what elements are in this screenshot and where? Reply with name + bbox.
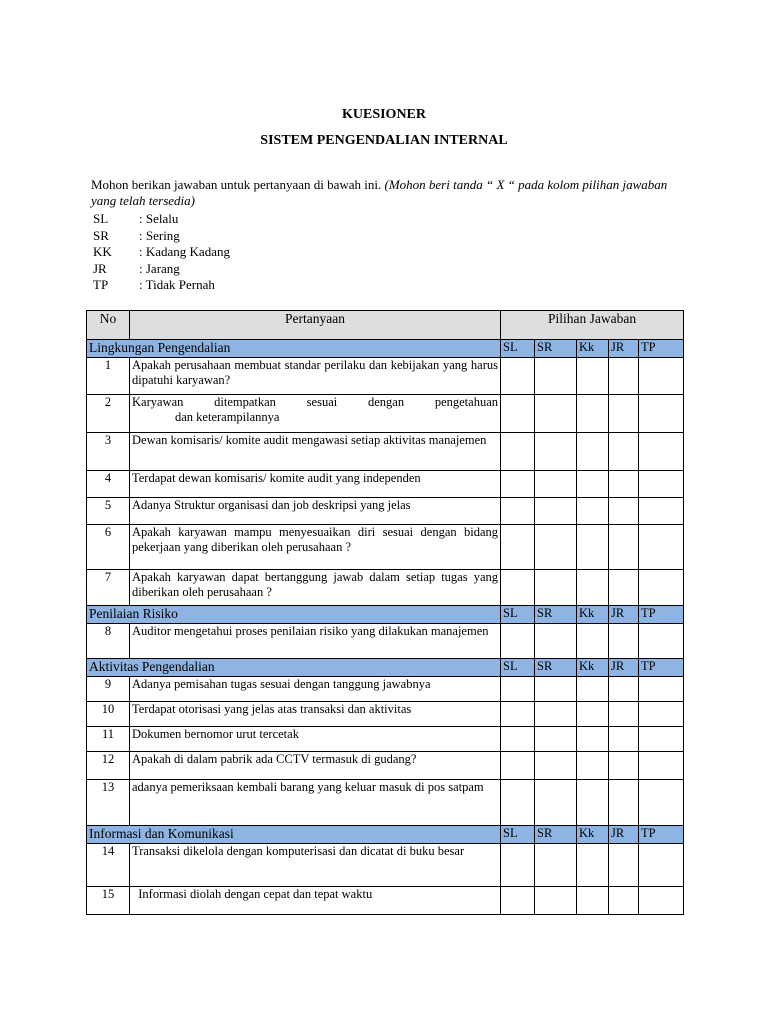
answer-cell-tp[interactable] <box>639 887 684 915</box>
answer-cell-kk[interactable] <box>577 727 609 752</box>
table-header-row <box>87 311 684 340</box>
question-text: Informasi diolah dengan cepat dan tepat waktu <box>130 887 501 915</box>
question-text: Apakah karyawan mampu menyesuaikan diri sesuai dengan bidang pekerjaan yang diberikan oleh perusahaan ? <box>130 525 501 570</box>
answer-cell-jr[interactable] <box>609 395 639 433</box>
option-header-jr: JR <box>609 606 639 624</box>
answer-cell-sl[interactable] <box>501 525 535 570</box>
answer-cell-kk[interactable] <box>577 433 609 471</box>
answer-cell-sr[interactable] <box>535 727 577 752</box>
answer-cell-sr[interactable] <box>535 498 577 525</box>
question-row <box>87 624 684 659</box>
answer-cell-jr[interactable] <box>609 570 639 606</box>
question-row <box>87 358 684 395</box>
question-row <box>87 887 684 915</box>
answer-cell-tp[interactable] <box>639 570 684 606</box>
legend-code: SR <box>93 227 109 243</box>
answer-cell-jr[interactable] <box>609 752 639 780</box>
option-header-sl: SL <box>501 606 535 624</box>
questionnaire-table <box>86 310 684 915</box>
question-number: 4 <box>87 471 130 498</box>
option-header-sr: SR <box>535 659 577 677</box>
intro-paragraph <box>91 177 681 209</box>
answer-cell-kk[interactable] <box>577 752 609 780</box>
answer-cell-jr[interactable] <box>609 498 639 525</box>
answer-cell-sl[interactable] <box>501 395 535 433</box>
question-row <box>87 844 684 887</box>
legend-meaning: : Selalu <box>139 211 179 226</box>
legend-row <box>93 211 230 228</box>
question-row <box>87 780 684 826</box>
question-row <box>87 525 684 570</box>
question-row <box>87 395 684 433</box>
answer-cell-kk[interactable] <box>577 395 609 433</box>
answer-cell-sr[interactable] <box>535 570 577 606</box>
option-header-kk: Kk <box>577 826 609 844</box>
section-header-row <box>87 659 684 677</box>
answer-cell-sl[interactable] <box>501 433 535 471</box>
option-header-sr: SR <box>535 340 577 358</box>
question-row <box>87 677 684 702</box>
answer-cell-kk[interactable] <box>577 498 609 525</box>
question-number: 11 <box>87 727 130 752</box>
option-header-tp: TP <box>639 340 684 358</box>
answer-cell-sl[interactable] <box>501 358 535 395</box>
answer-cell-tp[interactable] <box>639 780 684 826</box>
answer-cell-jr[interactable] <box>609 677 639 702</box>
answer-cell-sr[interactable] <box>535 702 577 727</box>
option-header-kk: Kk <box>577 340 609 358</box>
question-number: 10 <box>87 702 130 727</box>
answer-cell-sr[interactable] <box>535 525 577 570</box>
option-header-kk: Kk <box>577 606 609 624</box>
question-number: 1 <box>87 358 130 395</box>
question-number: 2 <box>87 395 130 433</box>
answer-cell-sl[interactable] <box>501 471 535 498</box>
question-number: 13 <box>87 780 130 826</box>
question-row <box>87 471 684 498</box>
answer-cell-tp[interactable] <box>639 471 684 498</box>
answer-cell-jr[interactable] <box>609 525 639 570</box>
answer-cell-kk[interactable] <box>577 525 609 570</box>
legend-code: TP <box>93 277 109 292</box>
answer-cell-jr[interactable] <box>609 358 639 395</box>
answer-cell-sl[interactable] <box>501 844 535 887</box>
answer-cell-tp[interactable] <box>639 525 684 570</box>
question-number: 6 <box>87 525 130 570</box>
column-header-no: No <box>87 311 130 340</box>
question-text <box>130 395 501 433</box>
answer-cell-kk[interactable] <box>577 702 609 727</box>
question-number: 3 <box>87 433 130 471</box>
option-header-jr: JR <box>609 826 639 844</box>
answer-cell-sr[interactable] <box>535 844 577 887</box>
question-text: Dokumen bernomor urut tercetak <box>130 727 501 752</box>
question-text: Terdapat otorisasi yang jelas atas transaksi dan aktivitas <box>130 702 501 727</box>
intro-instruction: (Mohon beri tanda “ X “ pada kolom pilihan jawaban yang telah tersedia) <box>91 177 668 208</box>
answer-cell-sl[interactable] <box>501 498 535 525</box>
column-header-answer: Pilihan Jawaban <box>501 311 684 340</box>
legend-meaning: : Sering <box>139 227 180 243</box>
option-header-kk: Kk <box>577 659 609 677</box>
answer-cell-jr[interactable] <box>609 433 639 471</box>
question-text: Apakah perusahaan membuat standar perilaku dan kebijakan yang harus dipatuhi karyawan? <box>130 358 501 395</box>
section-title: Informasi dan Komunikasi <box>87 826 501 844</box>
answer-cell-sl[interactable] <box>501 570 535 606</box>
option-header-sl: SL <box>501 340 535 358</box>
answer-cell-jr[interactable] <box>609 702 639 727</box>
option-header-sr: SR <box>535 606 577 624</box>
answer-cell-sr[interactable] <box>535 752 577 780</box>
question-number: 12 <box>87 752 130 780</box>
answer-cell-kk[interactable] <box>577 677 609 702</box>
section-title: Penilaian Risiko <box>87 606 501 624</box>
section-header-row <box>87 826 684 844</box>
legend-row <box>93 244 230 261</box>
legend-code: JR <box>93 260 107 276</box>
legend-meaning: : Jarang <box>139 260 180 276</box>
legend-code: KK <box>93 244 112 259</box>
answer-cell-jr[interactable] <box>609 844 639 887</box>
answer-cell-tp[interactable] <box>639 395 684 433</box>
legend-row <box>93 277 230 294</box>
question-row <box>87 498 684 525</box>
answer-cell-sl[interactable] <box>501 752 535 780</box>
answer-cell-jr[interactable] <box>609 624 639 659</box>
question-text: Auditor mengetahui proses penilaian risiko yang dilakukan manajemen <box>130 624 501 659</box>
question-number: 8 <box>87 624 130 659</box>
option-header-sl: SL <box>501 659 535 677</box>
answer-cell-jr[interactable] <box>609 727 639 752</box>
answer-cell-sl[interactable] <box>501 702 535 727</box>
question-text: Adanya pemisahan tugas sesuai dengan tanggung jawabnya <box>130 677 501 702</box>
answer-cell-tp[interactable] <box>639 752 684 780</box>
page-title: KUESIONER <box>341 107 427 122</box>
question-number: 14 <box>87 844 130 887</box>
section-title: Lingkungan Pengendalian <box>87 340 501 358</box>
answer-cell-kk[interactable] <box>577 780 609 826</box>
answer-cell-tp[interactable] <box>639 433 684 471</box>
answer-cell-jr[interactable] <box>609 887 639 915</box>
legend-row <box>93 261 230 278</box>
question-number: 15 <box>87 887 130 915</box>
legend-meaning: : Tidak Pernah <box>139 277 215 292</box>
option-header-sr: SR <box>535 826 577 844</box>
answer-cell-sr[interactable] <box>535 887 577 915</box>
legend-code: SL <box>93 211 109 226</box>
answer-legend <box>93 211 230 294</box>
option-header-tp: TP <box>639 826 684 844</box>
answer-cell-kk[interactable] <box>577 844 609 887</box>
answer-cell-sr[interactable] <box>535 677 577 702</box>
question-text-line: dan keterampilannya <box>175 410 280 424</box>
answer-cell-sl[interactable] <box>501 780 535 826</box>
question-text: adanya pemeriksaan kembali barang yang keluar masuk di pos satpam <box>130 780 501 826</box>
column-header-question: Pertanyaan <box>130 311 501 340</box>
question-row <box>87 570 684 606</box>
option-header-tp: TP <box>639 606 684 624</box>
question-text: Dewan komisaris/ komite audit mengawasi setiap aktivitas manajemen <box>130 433 501 471</box>
option-header-tp: TP <box>639 659 684 677</box>
section-header-row <box>87 340 684 358</box>
answer-cell-kk[interactable] <box>577 570 609 606</box>
answer-cell-jr[interactable] <box>609 780 639 826</box>
answer-cell-sl[interactable] <box>501 677 535 702</box>
answer-cell-sr[interactable] <box>535 433 577 471</box>
answer-cell-tp[interactable] <box>639 702 684 727</box>
question-text: Apakah di dalam pabrik ada CCTV termasuk di gudang? <box>130 752 501 780</box>
question-number: 9 <box>87 677 130 702</box>
answer-cell-tp[interactable] <box>639 677 684 702</box>
question-text: Transaksi dikelola dengan komputerisasi dan dicatat di buku besar <box>130 844 501 887</box>
answer-cell-sr[interactable] <box>535 358 577 395</box>
option-header-sl: SL <box>501 826 535 844</box>
answer-cell-tp[interactable] <box>639 498 684 525</box>
section-header-row <box>87 606 684 624</box>
question-text: Terdapat dewan komisaris/ komite audit yang independen <box>130 471 501 498</box>
question-text: Adanya Struktur organisasi dan job deskripsi yang jelas <box>130 498 501 525</box>
answer-cell-tp[interactable] <box>639 727 684 752</box>
answer-cell-jr[interactable] <box>609 471 639 498</box>
question-number: 5 <box>87 498 130 525</box>
question-row <box>87 727 684 752</box>
question-text: Apakah karyawan dapat bertanggung jawab dalam setiap tugas yang diberikan oleh perusahaan ? <box>130 570 501 606</box>
answer-cell-sr[interactable] <box>535 471 577 498</box>
answer-cell-kk[interactable] <box>577 624 609 659</box>
question-row <box>87 702 684 727</box>
answer-cell-sl[interactable] <box>501 727 535 752</box>
option-header-jr: JR <box>609 659 639 677</box>
answer-cell-tp[interactable] <box>639 624 684 659</box>
answer-cell-sr[interactable] <box>535 780 577 826</box>
question-text-line: Karyawan ditempatkan sesuai dengan pengetahuan <box>132 395 498 409</box>
legend-row <box>93 228 230 245</box>
answer-cell-sr[interactable] <box>535 624 577 659</box>
answer-cell-tp[interactable] <box>639 358 684 395</box>
answer-cell-kk[interactable] <box>577 887 609 915</box>
answer-cell-sr[interactable] <box>535 395 577 433</box>
answer-cell-kk[interactable] <box>577 471 609 498</box>
question-number: 7 <box>87 570 130 606</box>
question-row <box>87 433 684 471</box>
answer-cell-sl[interactable] <box>501 887 535 915</box>
section-title: Aktivitas Pengendalian <box>87 659 501 677</box>
intro-text: Mohon berikan jawaban untuk pertanyaan di bawah ini. <box>91 177 382 192</box>
answer-cell-tp[interactable] <box>639 844 684 887</box>
legend-meaning: : Kadang Kadang <box>139 244 230 259</box>
option-header-jr: JR <box>609 340 639 358</box>
question-row <box>87 752 684 780</box>
page-subtitle: SISTEM PENGENDALIAN INTERNAL <box>260 133 508 148</box>
answer-cell-sl[interactable] <box>501 624 535 659</box>
answer-cell-kk[interactable] <box>577 358 609 395</box>
